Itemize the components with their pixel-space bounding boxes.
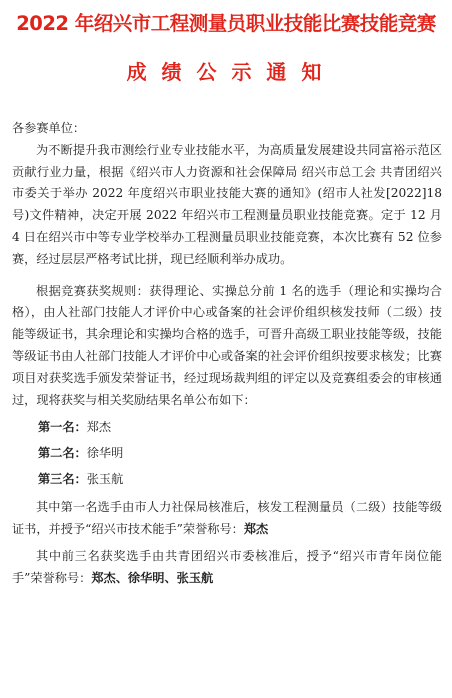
notice-title: 2022 年绍兴市工程测量员职业技能比赛技能竞赛 xyxy=(16,12,436,35)
youth-post-text: 其中前三名获奖选手由共青团绍兴市委核准后，授予“绍兴市青年岗位能手”荣誉称号： xyxy=(12,549,442,586)
ranking-label: 第一名： xyxy=(38,420,87,435)
technical-expert-paragraph xyxy=(12,497,442,541)
youth-post-winners: 郑杰、徐华明、张玉航 xyxy=(91,571,214,586)
winner-name: 徐华明 xyxy=(86,446,124,461)
youth-post-paragraph xyxy=(12,546,442,590)
technical-expert-text: 其中第一名选手由市人力社保局核准后，核发工程测量员（二级）技能等级证书，并授予“绍兴市技术能手”荣誉称号： xyxy=(12,499,442,536)
salutation: 各参赛单位： xyxy=(12,121,86,135)
ranking-item-second xyxy=(12,443,442,465)
ranking-item-third xyxy=(12,469,442,491)
ranking-list xyxy=(12,417,442,490)
notice-body xyxy=(12,118,442,596)
winner-name: 张玉航 xyxy=(86,471,124,486)
ranking-label: 第三名： xyxy=(38,471,87,486)
rules-paragraph: 根据竞赛获奖规则：获得理论、实操总分前 1 名的选手（理论和实操均合格），由人社部门技能人才评价中心或备案的社会评价组织核发技师（二级）技能等级证书，其余理论和实操均合格的选手，可晋升高级工职业技能等级，技能等级证书由人社部门技能人才评价中心或备案的社会评价组织按要求核发；比赛项目对获奖选手颁发荣誉证书，经过现场裁判组的评定以及竞赛组委会的审核通过，现将获奖与相关奖励结果名单公布如下： xyxy=(12,283,442,407)
technical-expert-winner: 郑杰 xyxy=(243,521,269,536)
notice-subtitle: 成 绩 公 示 通 知 xyxy=(126,60,326,84)
intro-paragraph: 为不断提升我市测绘行业专业技能水平，为高质量发展建设共同富裕示范区贡献行业力量，根据《绍兴市人力资源和社会保障局 绍兴市总工会 共青团绍兴市委关于举办 2022 年度绍兴市职业技能大赛的通知》(绍市人社发[2022]18 号)文件精神，决定开展 2022 年绍兴市工程测量员职业技能竞赛。定于 12 月 4 日在绍兴市中等专业学校举办工程测量员职业技能竞赛，本次比赛有 52 位参赛，经过层层严格考试比拼，现已经顺利举办成功。 xyxy=(12,142,442,266)
winner-name: 郑杰 xyxy=(86,420,112,435)
ranking-label: 第二名： xyxy=(38,446,87,461)
ranking-item-first xyxy=(12,417,442,439)
